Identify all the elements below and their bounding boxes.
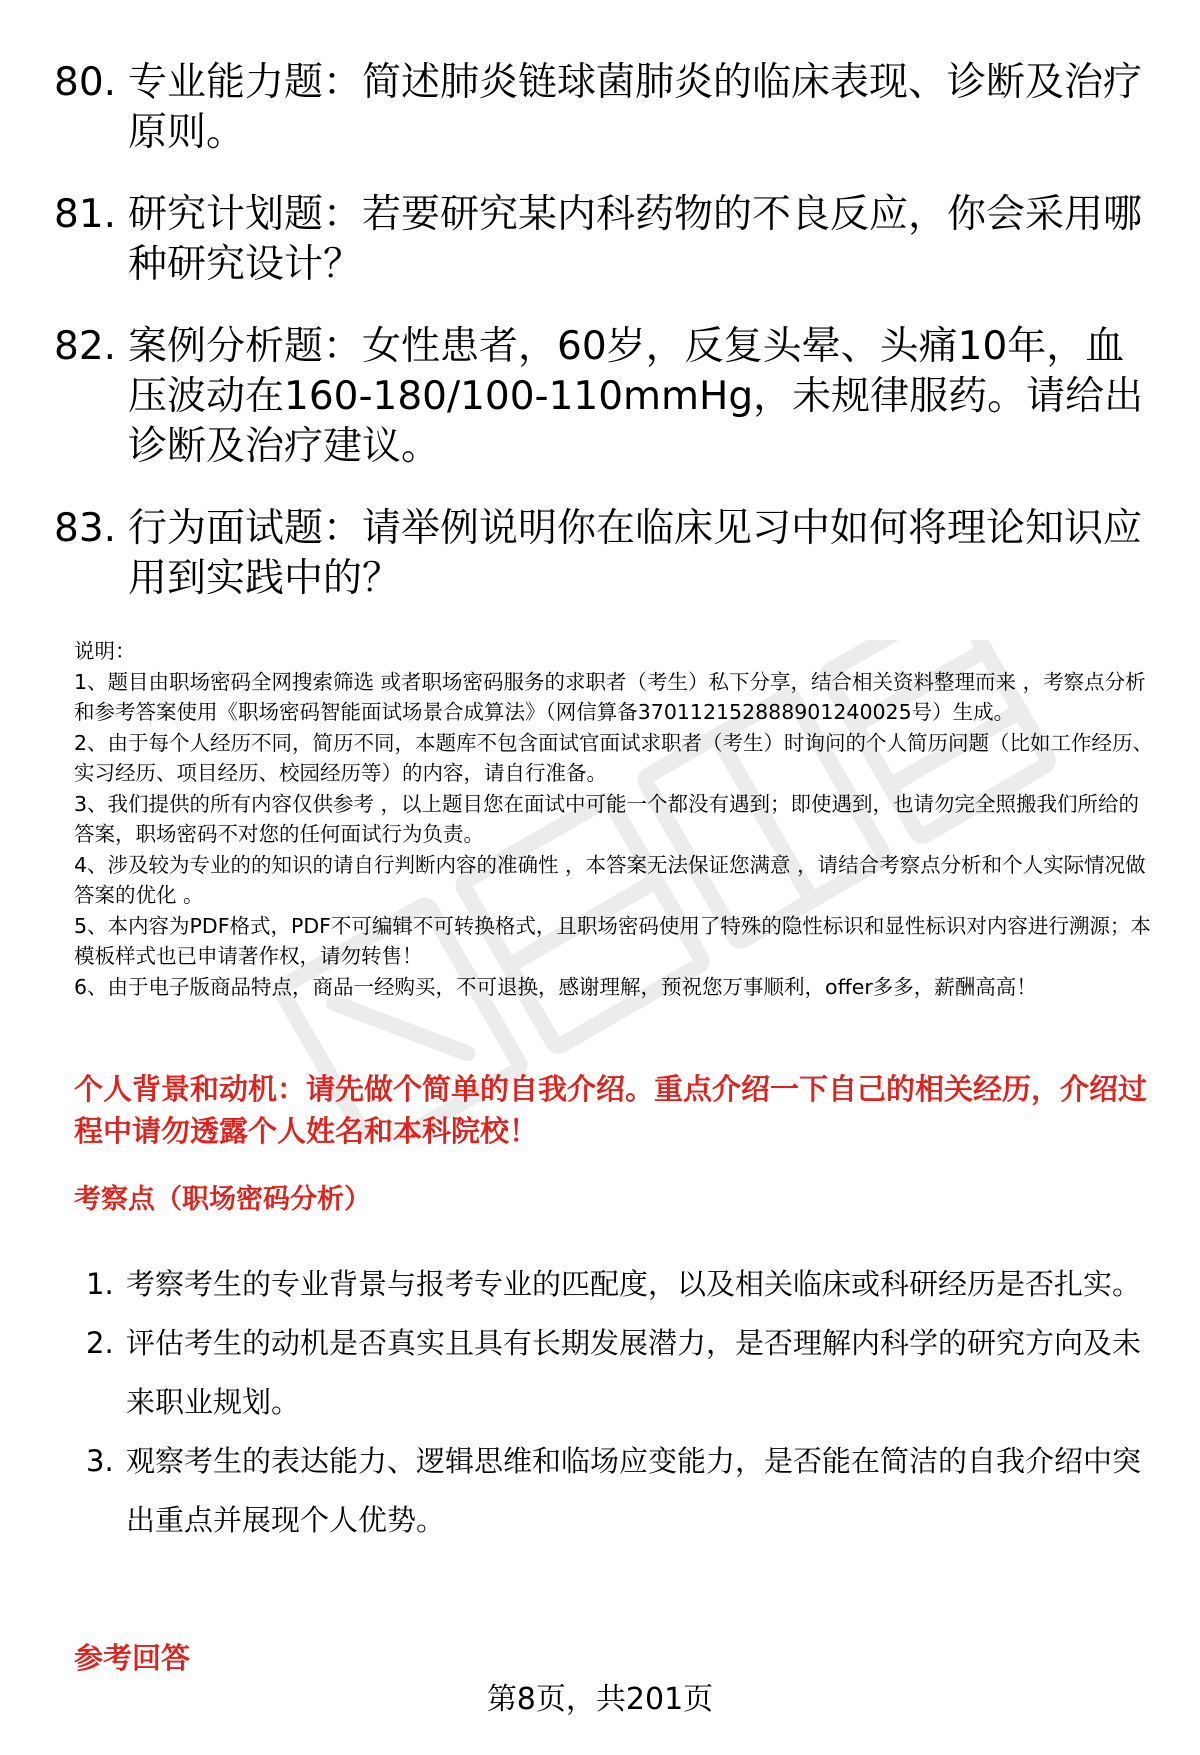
note-item: 6、由于电子版商品特点，商品一经购买，不可退换，感谢理解，预祝您万事顺利，offer多多，薪酬高高！ — [74, 974, 1037, 999]
point-number: 2. — [86, 1326, 114, 1360]
notes-section — [74, 636, 1154, 1002]
question-text: 案例分析题：女性患者，60岁，反复头晕、头痛10年，血压波动在160-180/100-110mmHg，未规律服药。请给出诊断及治疗建议。 — [128, 324, 1144, 469]
question-number: 81. — [54, 192, 117, 237]
point-number: 1. — [86, 1267, 114, 1301]
page-footer: 第8页，共201页 — [486, 1682, 714, 1717]
question-item — [54, 58, 1154, 158]
question-list — [54, 58, 1154, 636]
question-item — [54, 190, 1154, 290]
point-text: 考察考生的专业背景与报考专业的匹配度，以及相关临床或科研经历是否扎实。 — [126, 1267, 1142, 1301]
note-item: 3、我们提供的所有内容仅供参考 ，以上题目您在面试中可能一个都没有遇到；即使遇到，也请勿完全照搬我们所给的答案，职场密码不对您的任何面试行为负责。 — [74, 791, 1140, 846]
point-number: 3. — [86, 1444, 114, 1478]
notes-title: 说明： — [74, 639, 136, 663]
question-number: 80. — [54, 60, 117, 105]
question-text: 行为面试题：请举例说明你在临床见习中如何将理论知识应用到实践中的？ — [128, 506, 1143, 601]
analysis-point — [86, 1255, 1146, 1314]
analysis-heading: 考察点（职场密码分析） — [74, 1184, 371, 1215]
note-item: 4、涉及较为专业的的知识的请自行判断内容的准确性 ，本答案无法保证您满意 ，请结合考察点分析和个人实际情况做答案的优化 。 — [74, 852, 1146, 907]
answer-heading: 参考回答 — [74, 1641, 191, 1675]
question-number: 83. — [54, 506, 117, 551]
question-number: 82. — [54, 324, 117, 369]
analysis-point-list — [86, 1255, 1146, 1550]
question-item — [54, 322, 1154, 472]
question-text: 专业能力题：简述肺炎链球菌肺炎的临床表现、诊断及治疗原则。 — [128, 60, 1143, 155]
question-text: 研究计划题：若要研究某内科药物的不良反应，你会采用哪种研究设计？ — [128, 192, 1143, 287]
note-item: 5、本内容为PDF格式，PDF不可编辑不可转换格式，且职场密码使用了特殊的隐性标识和显性标识对内容进行溯源；本模板样式也已申请著作权，请勿转售！ — [74, 913, 1151, 968]
interview-question-heading: 个人背景和动机：请先做个简单的自我介绍。重点介绍一下自己的相关经历，介绍过程中请勿透露个人姓名和本科院校！ — [74, 1072, 1148, 1148]
analysis-point — [86, 1314, 1146, 1432]
question-item — [54, 504, 1154, 604]
point-text: 观察考生的表达能力、逻辑思维和临场应变能力，是否能在简洁的自我介绍中突出重点并展现个人优势。 — [126, 1444, 1142, 1537]
analysis-point — [86, 1432, 1146, 1550]
note-item: 1、题目由职场密码全网搜索筛选 或者职场密码服务的求职者（考生）私下分享，结合相关资料整理而来 ，考察点分析和参考答案使用《职场密码智能面试场景合成算法》（网信算备370112152888901240025号）生成。 — [74, 669, 1146, 724]
note-item: 2、由于每个人经历不同，简历不同，本题库不包含面试官面试求职者（考生）时询问的个人简历问题（比如工作经历、实习经历、项目经历、校园经历等）的内容，请自行准备。 — [74, 730, 1154, 785]
point-text: 评估考生的动机是否真实且具有长期发展潜力，是否理解内科学的研究方向及未来职业规划。 — [126, 1326, 1142, 1419]
